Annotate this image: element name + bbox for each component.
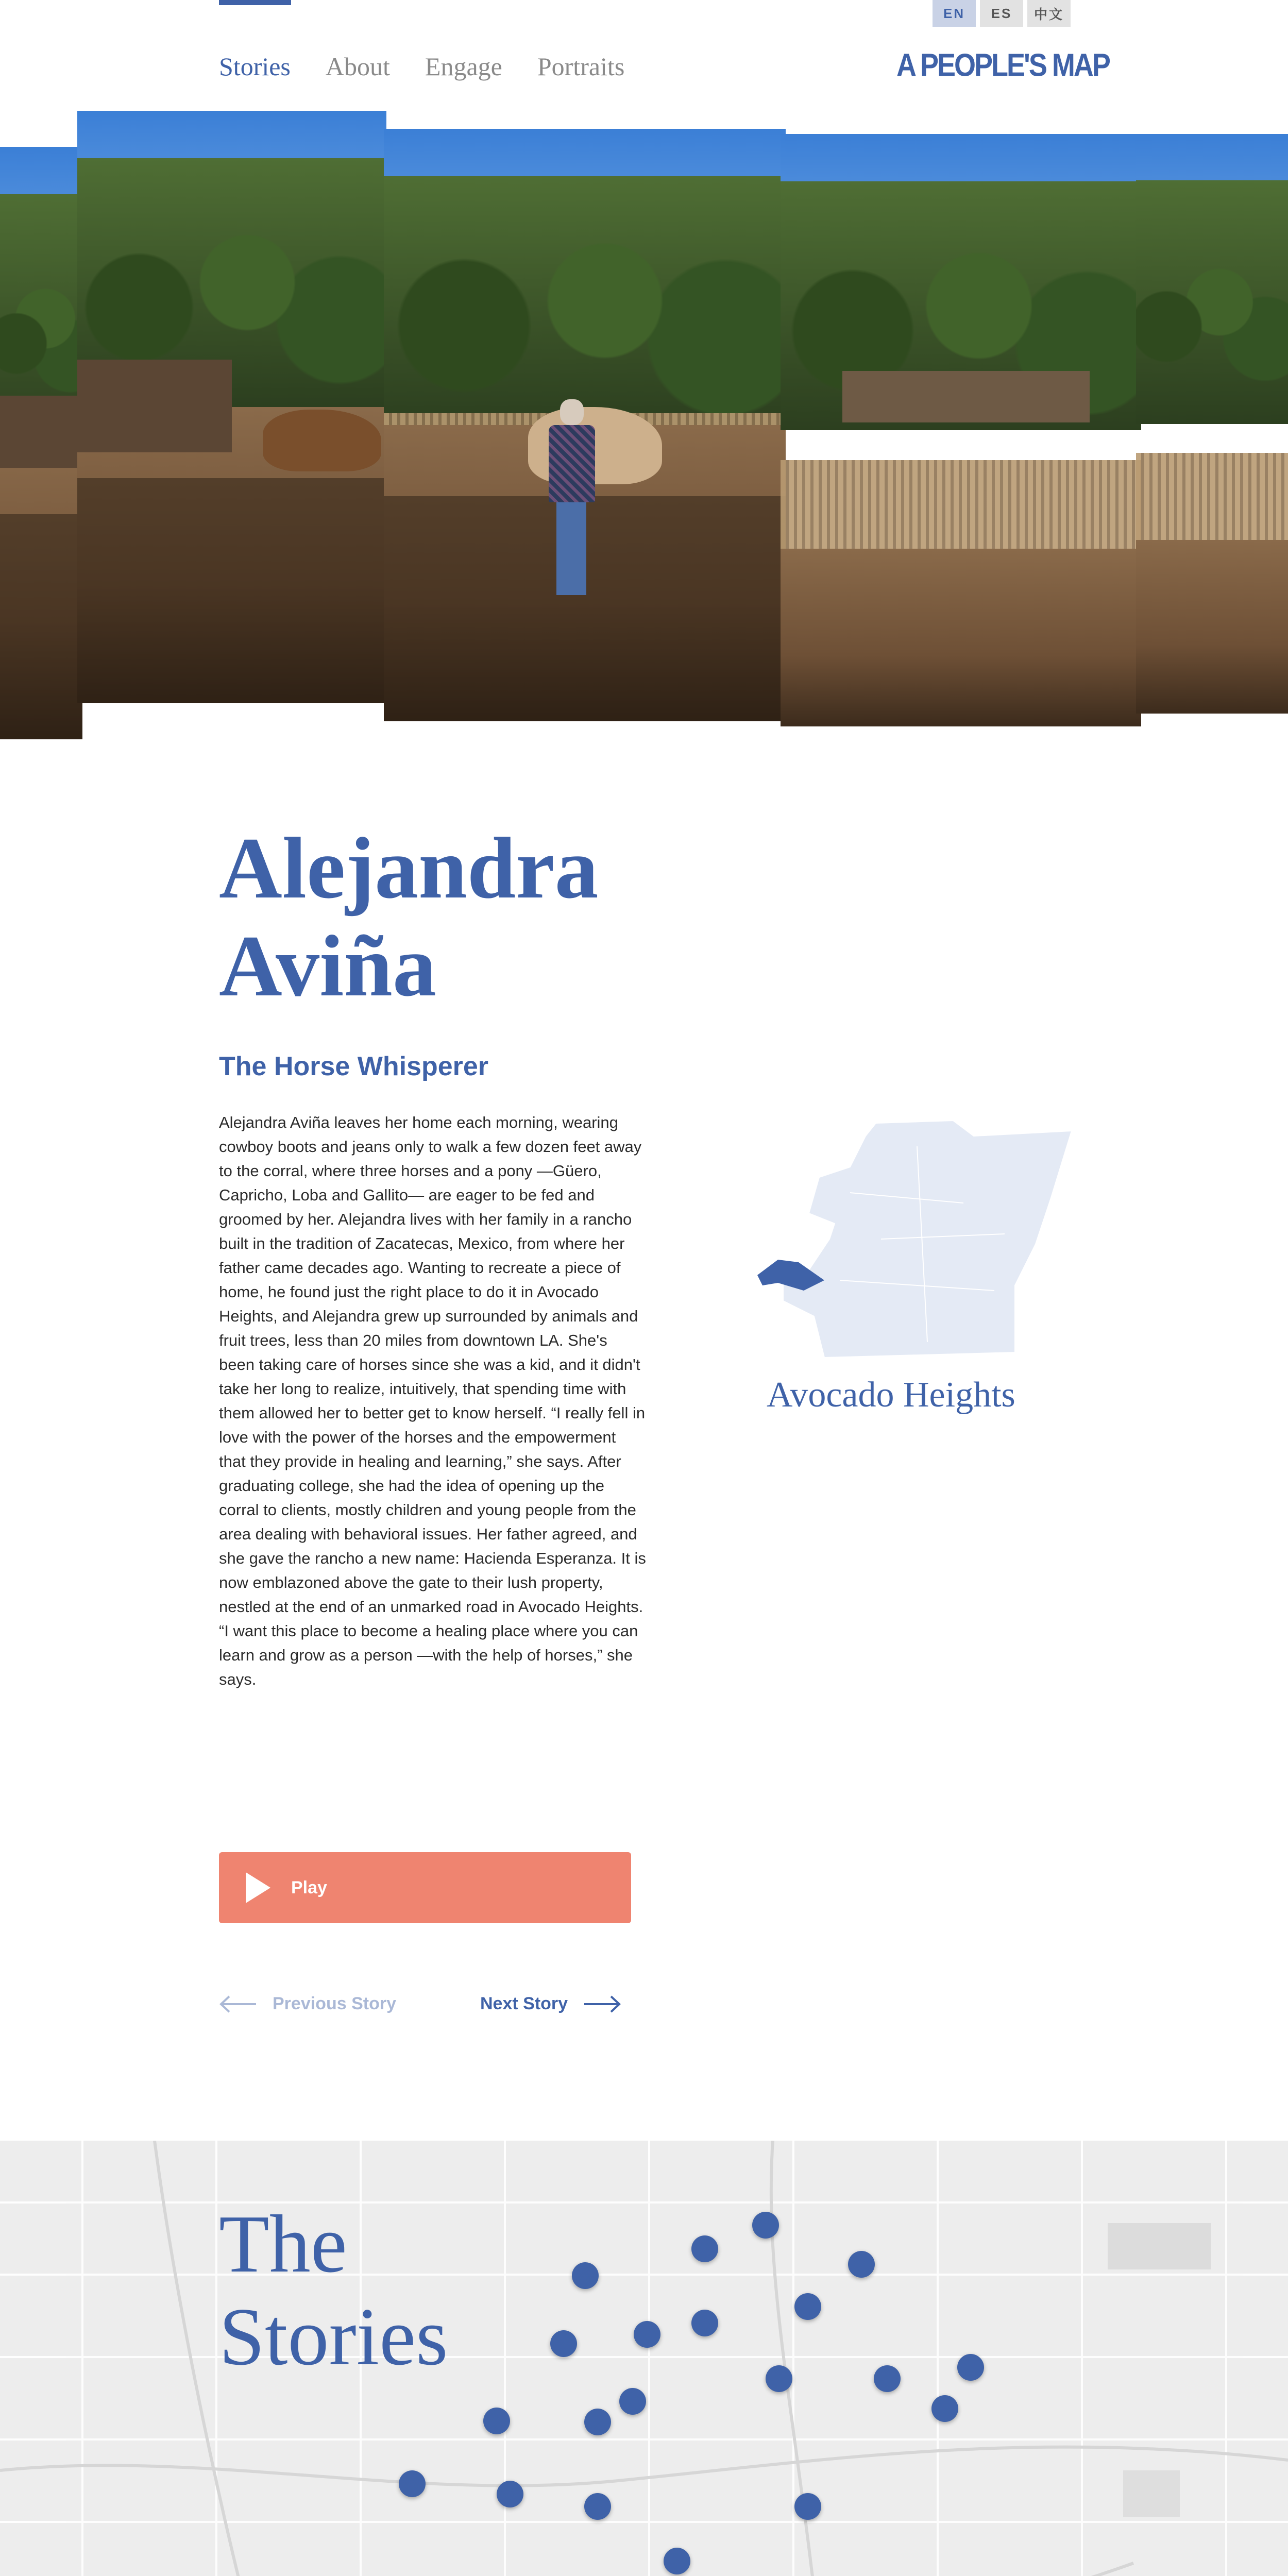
- profile-story-text: Alejandra Aviña leaves her home each morning, wearing cowboy boots and jeans only to walk a few dozen feet away to the corral, where three horses and a pony —Güero, Capricho, Loba and Gallito— are eager to be fed and groomed by her. Alejandra lives with her family in a rancho built in the tradition of Zacatecas, Mexico, from where her father came decades ago. Wanting to recreate a piece of home, he found just the right place to do it in Avocado Heights, and Alejandra grew up surrounded by animals and fruit trees, less than 20 miles from downtown LA. She's been taking care of horses since she was a kid, and it didn't take her long to realize, intuitively, that spending time with them allowed her to better get to know herself. “I really fell in love with the power of the horses and the empowerment that they provide in healing and learning,” she says. After graduating college, she had the idea of opening up the corral to clients, mostly children and young people from the area dealing with behavioral issues. Her father agreed, and she gave the rancho a new name: Hacienda Esperanza. It is now emblazoned above the gate to their lush property, nestled at the end of an unmarked road in Avocado Heights. “I want this place to become a healing place where you can learn and grow as a person —with the help of horses,” she says.: [219, 1113, 646, 1688]
- play-button-label: Play: [291, 1877, 327, 1897]
- story-marker[interactable]: [634, 2321, 660, 2348]
- nav-engage[interactable]: Engage: [425, 52, 502, 81]
- site-logo[interactable]: A PEOPLE'S MAP: [896, 47, 1109, 83]
- story-marker[interactable]: [931, 2395, 958, 2422]
- lang-en-button[interactable]: EN: [933, 0, 976, 27]
- map-background: [0, 2141, 1288, 2576]
- story-marker[interactable]: [497, 2481, 523, 2507]
- hero-photo-tile: [1136, 134, 1288, 714]
- story-marker[interactable]: [794, 2493, 821, 2520]
- hero-photo-tile: [0, 147, 82, 739]
- previous-story-label: Previous Story: [273, 1994, 396, 2013]
- region-map-area: [783, 1121, 1072, 1358]
- hero-photo-tile: [77, 111, 386, 703]
- next-story-link[interactable]: [480, 1994, 621, 2014]
- stories-title-line2: Stories: [219, 2291, 448, 2382]
- story-marker[interactable]: [691, 2235, 718, 2262]
- story-marker[interactable]: [691, 2310, 718, 2336]
- story-marker[interactable]: [752, 2212, 779, 2239]
- stories-map[interactable]: [0, 2141, 1288, 2576]
- story-marker[interactable]: [957, 2354, 984, 2381]
- main-nav: [219, 52, 624, 81]
- story-marker[interactable]: [550, 2330, 577, 2357]
- profile-name-last: Aviña: [219, 918, 436, 1014]
- lang-es-button[interactable]: ES: [980, 0, 1023, 27]
- play-button[interactable]: [219, 1852, 631, 1923]
- arrow-left-icon: [219, 1995, 257, 2013]
- language-switcher: [933, 0, 1071, 27]
- stories-title-line1: The: [219, 2198, 347, 2290]
- person-figure: [556, 399, 587, 595]
- lang-zh-button[interactable]: 中文: [1027, 0, 1071, 27]
- story-marker[interactable]: [584, 2493, 611, 2520]
- story-marker[interactable]: [794, 2293, 821, 2320]
- profile-subtitle: The Horse Whisperer: [219, 1052, 489, 1081]
- nav-stories[interactable]: Stories: [219, 52, 291, 81]
- profile-name-first: Alejandra: [219, 820, 599, 917]
- region-label: Avocado Heights: [767, 1375, 1015, 1415]
- play-icon: [246, 1872, 270, 1903]
- story-marker[interactable]: [483, 2408, 510, 2434]
- story-marker[interactable]: [874, 2365, 901, 2392]
- story-marker[interactable]: [848, 2251, 875, 2278]
- stories-title: [219, 2197, 448, 2383]
- active-nav-indicator: [219, 0, 291, 5]
- story-marker[interactable]: [399, 2470, 426, 2497]
- story-marker[interactable]: [584, 2409, 611, 2435]
- profile-name: [219, 819, 683, 1015]
- story-marker[interactable]: [619, 2388, 646, 2415]
- nav-about[interactable]: About: [325, 52, 390, 81]
- story-marker[interactable]: [572, 2262, 599, 2289]
- next-story-label: Next Story: [480, 1994, 568, 2013]
- previous-story-link[interactable]: [219, 1994, 396, 2014]
- arrow-right-icon: [583, 1995, 621, 2013]
- hero-photo-collage: [0, 111, 1288, 739]
- region-map: [747, 1115, 1077, 1363]
- hero-photo-tile: [781, 134, 1141, 726]
- story-marker[interactable]: [766, 2365, 792, 2392]
- nav-portraits[interactable]: Portraits: [537, 52, 625, 81]
- story-marker[interactable]: [664, 2548, 690, 2574]
